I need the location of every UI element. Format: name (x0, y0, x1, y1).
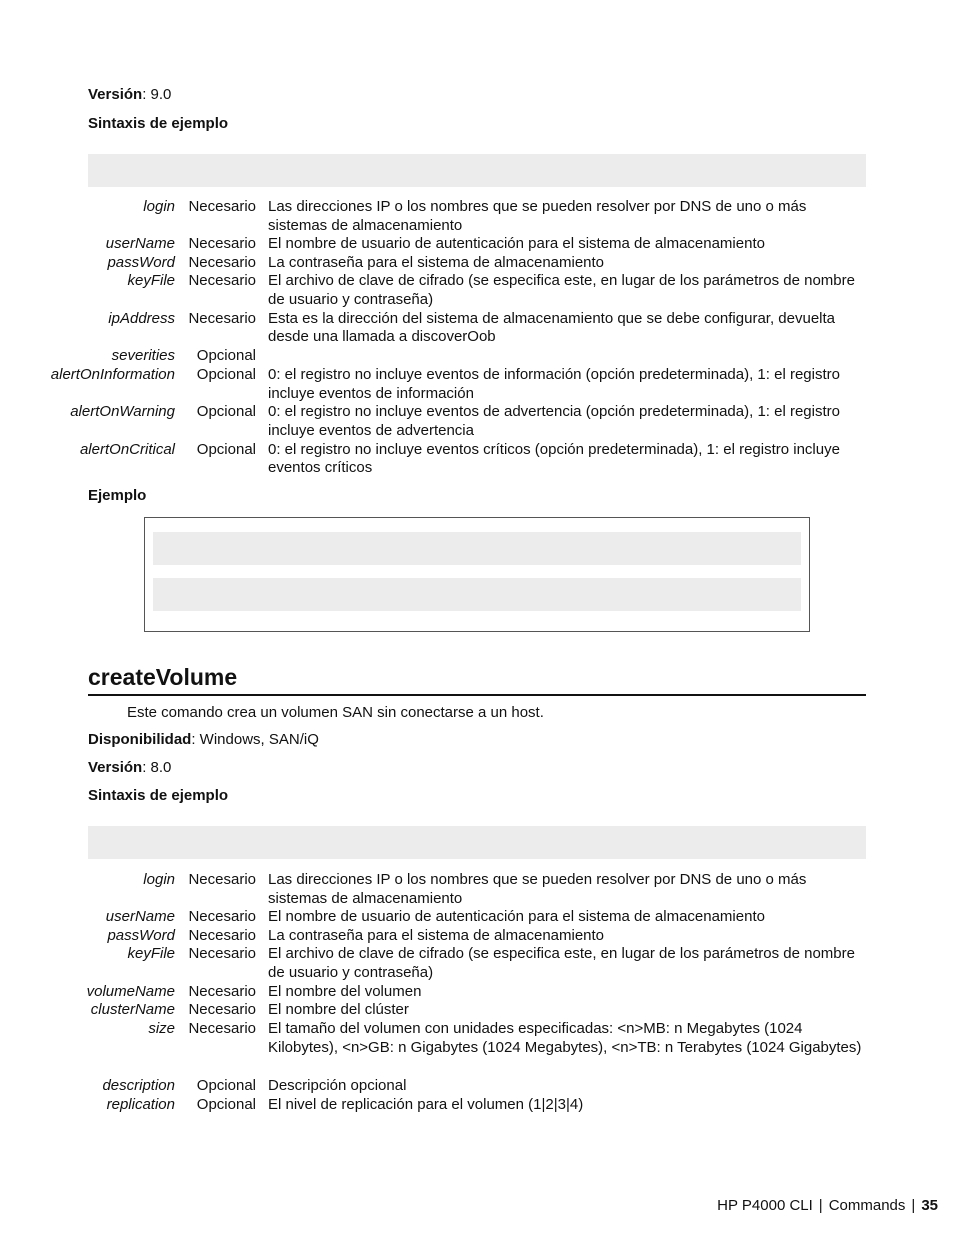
param-description (268, 347, 862, 366)
example-label: Ejemplo (88, 487, 147, 504)
param-required: Necesario (188, 871, 256, 888)
param-description: El archivo de clave de cifrado (se especifica este, en lugar de los parámetros de nombre de usuario y contraseña) (268, 945, 855, 982)
param-name: ipAddress (108, 309, 175, 327)
syntax-label: Sintaxis de ejemplo (88, 787, 229, 804)
availability-value: : Windows, SAN/iQ (191, 731, 319, 748)
param-required: Necesario (188, 253, 256, 271)
param-name: size (148, 1020, 175, 1038)
page-number: 35 (921, 1197, 938, 1214)
param-row (0, 441, 866, 478)
param-name: alertOnInformation (50, 365, 175, 383)
param-description: El nombre del clúster (268, 1001, 409, 1019)
version-label: Versión (88, 759, 143, 776)
param-name: alertOnWarning (70, 403, 175, 421)
param-row (0, 254, 866, 273)
footer-product: HP P4000 CLI (717, 1197, 813, 1214)
param-description: Descripción opcional (268, 1077, 407, 1095)
param-description: 0: el registro no incluye eventos críticos (opción predeterminada), 1: el registro incluye eventos críticos (268, 440, 840, 477)
param-description: El nivel de replicación para el volumen (1|2|3|4) (268, 1095, 584, 1113)
footer-separator: | (911, 1197, 916, 1214)
param-name: clusterName (90, 1001, 175, 1019)
param-required: Necesario (188, 198, 256, 215)
parameter-table (0, 198, 866, 478)
param-name: userName (105, 235, 175, 252)
page-footer (717, 1197, 938, 1214)
availability-line (88, 731, 319, 748)
example-code-line (153, 532, 801, 565)
param-row (0, 310, 866, 347)
parameter-table (0, 871, 866, 1115)
param-row (0, 235, 866, 254)
example-heading (88, 487, 146, 504)
param-row (0, 1001, 866, 1020)
section-title: createVolume (88, 664, 238, 690)
param-row (0, 983, 866, 1002)
version-line (88, 759, 171, 776)
param-row (0, 1077, 866, 1096)
param-name: keyFile (127, 272, 175, 290)
version-line (88, 86, 171, 103)
param-required: Necesario (188, 1001, 256, 1019)
version-value: : 8.0 (142, 759, 172, 776)
param-row (0, 347, 866, 366)
param-description: Esta es la dirección del sistema de almacenamiento que se debe configurar, devuelta desde una llamada a discoverOob (268, 309, 836, 346)
param-name: severities (111, 347, 175, 365)
param-required: Necesario (188, 272, 256, 290)
param-row (0, 272, 866, 309)
footer-section: Commands (828, 1197, 906, 1214)
syntax-code-block (88, 154, 866, 187)
param-row (0, 1020, 866, 1077)
param-required: Opcional (196, 347, 256, 365)
param-name: passWord (107, 926, 175, 944)
example-code-line (153, 578, 801, 611)
param-required: Opcional (196, 365, 256, 383)
param-required: Necesario (188, 1020, 256, 1038)
param-required: Necesario (188, 982, 256, 1000)
param-description: La contraseña para el sistema de almacenamiento (268, 926, 605, 944)
param-description: El nombre del volumen (268, 982, 422, 1000)
param-required: Opcional (196, 403, 256, 421)
param-row (0, 366, 866, 403)
param-required: Necesario (188, 235, 256, 252)
param-row (0, 403, 866, 440)
param-name: userName (105, 908, 175, 925)
param-row (0, 1096, 866, 1115)
param-required: Opcional (196, 1077, 256, 1095)
param-name: description (102, 1077, 175, 1095)
param-name: login (143, 198, 175, 215)
param-required: Necesario (188, 309, 256, 327)
param-description: 0: el registro no incluye eventos de información (opción predeterminada), 1: el registro incluye eventos de información (268, 365, 840, 402)
param-row (0, 927, 866, 946)
param-row (0, 908, 866, 927)
param-description: La contraseña para el sistema de almacenamiento (268, 253, 605, 271)
param-name: replication (106, 1095, 175, 1113)
version-value: : 9.0 (142, 86, 172, 103)
param-description: El tamaño del volumen con unidades especificadas: <n>MB: n Megabytes (1024 Kilobytes), <n>GB: n Gigabytes (1024 Megabytes), <n>TB: n Terabytes (1024 Gigabytes) (268, 1020, 862, 1056)
example-code-box (144, 517, 810, 632)
param-description: El nombre de usuario de autenticación para el sistema de almacenamiento (268, 908, 765, 925)
version-label: Versión (88, 86, 143, 103)
param-name: alertOnCritical (79, 440, 175, 458)
syntax-code-block (88, 826, 866, 859)
availability-label: Disponibilidad (88, 731, 192, 748)
param-required: Necesario (188, 945, 256, 963)
footer-separator: | (818, 1197, 823, 1214)
param-row (0, 871, 866, 908)
param-required: Opcional (196, 1095, 256, 1113)
syntax-heading (88, 787, 228, 804)
title-divider (88, 694, 866, 696)
param-row (0, 945, 866, 982)
syntax-heading (88, 115, 228, 132)
param-name: keyFile (127, 945, 175, 963)
param-description: El nombre de usuario de autenticación para el sistema de almacenamiento (268, 235, 765, 252)
param-required: Necesario (188, 926, 256, 944)
param-name: passWord (107, 253, 175, 271)
syntax-label: Sintaxis de ejemplo (88, 115, 229, 132)
intro-text: Este comando crea un volumen SAN sin conectarse a un host. (127, 704, 544, 721)
param-row (0, 198, 866, 235)
param-description: El archivo de clave de cifrado (se especifica este, en lugar de los parámetros de nombre de usuario y contraseña) (268, 272, 855, 309)
param-name: volumeName (86, 982, 175, 1000)
param-required: Opcional (196, 440, 256, 458)
param-description: Las direcciones IP o los nombres que se pueden resolver por DNS de uno o más sistemas de almacenamiento (268, 198, 807, 234)
param-description: 0: el registro no incluye eventos de advertencia (opción predeterminada), 1: el registro incluye eventos de advertencia (268, 403, 840, 439)
param-description: Las direcciones IP o los nombres que se pueden resolver por DNS de uno o más sistemas de almacenamiento (268, 871, 807, 907)
param-required: Necesario (188, 908, 256, 925)
param-name: login (143, 871, 175, 888)
